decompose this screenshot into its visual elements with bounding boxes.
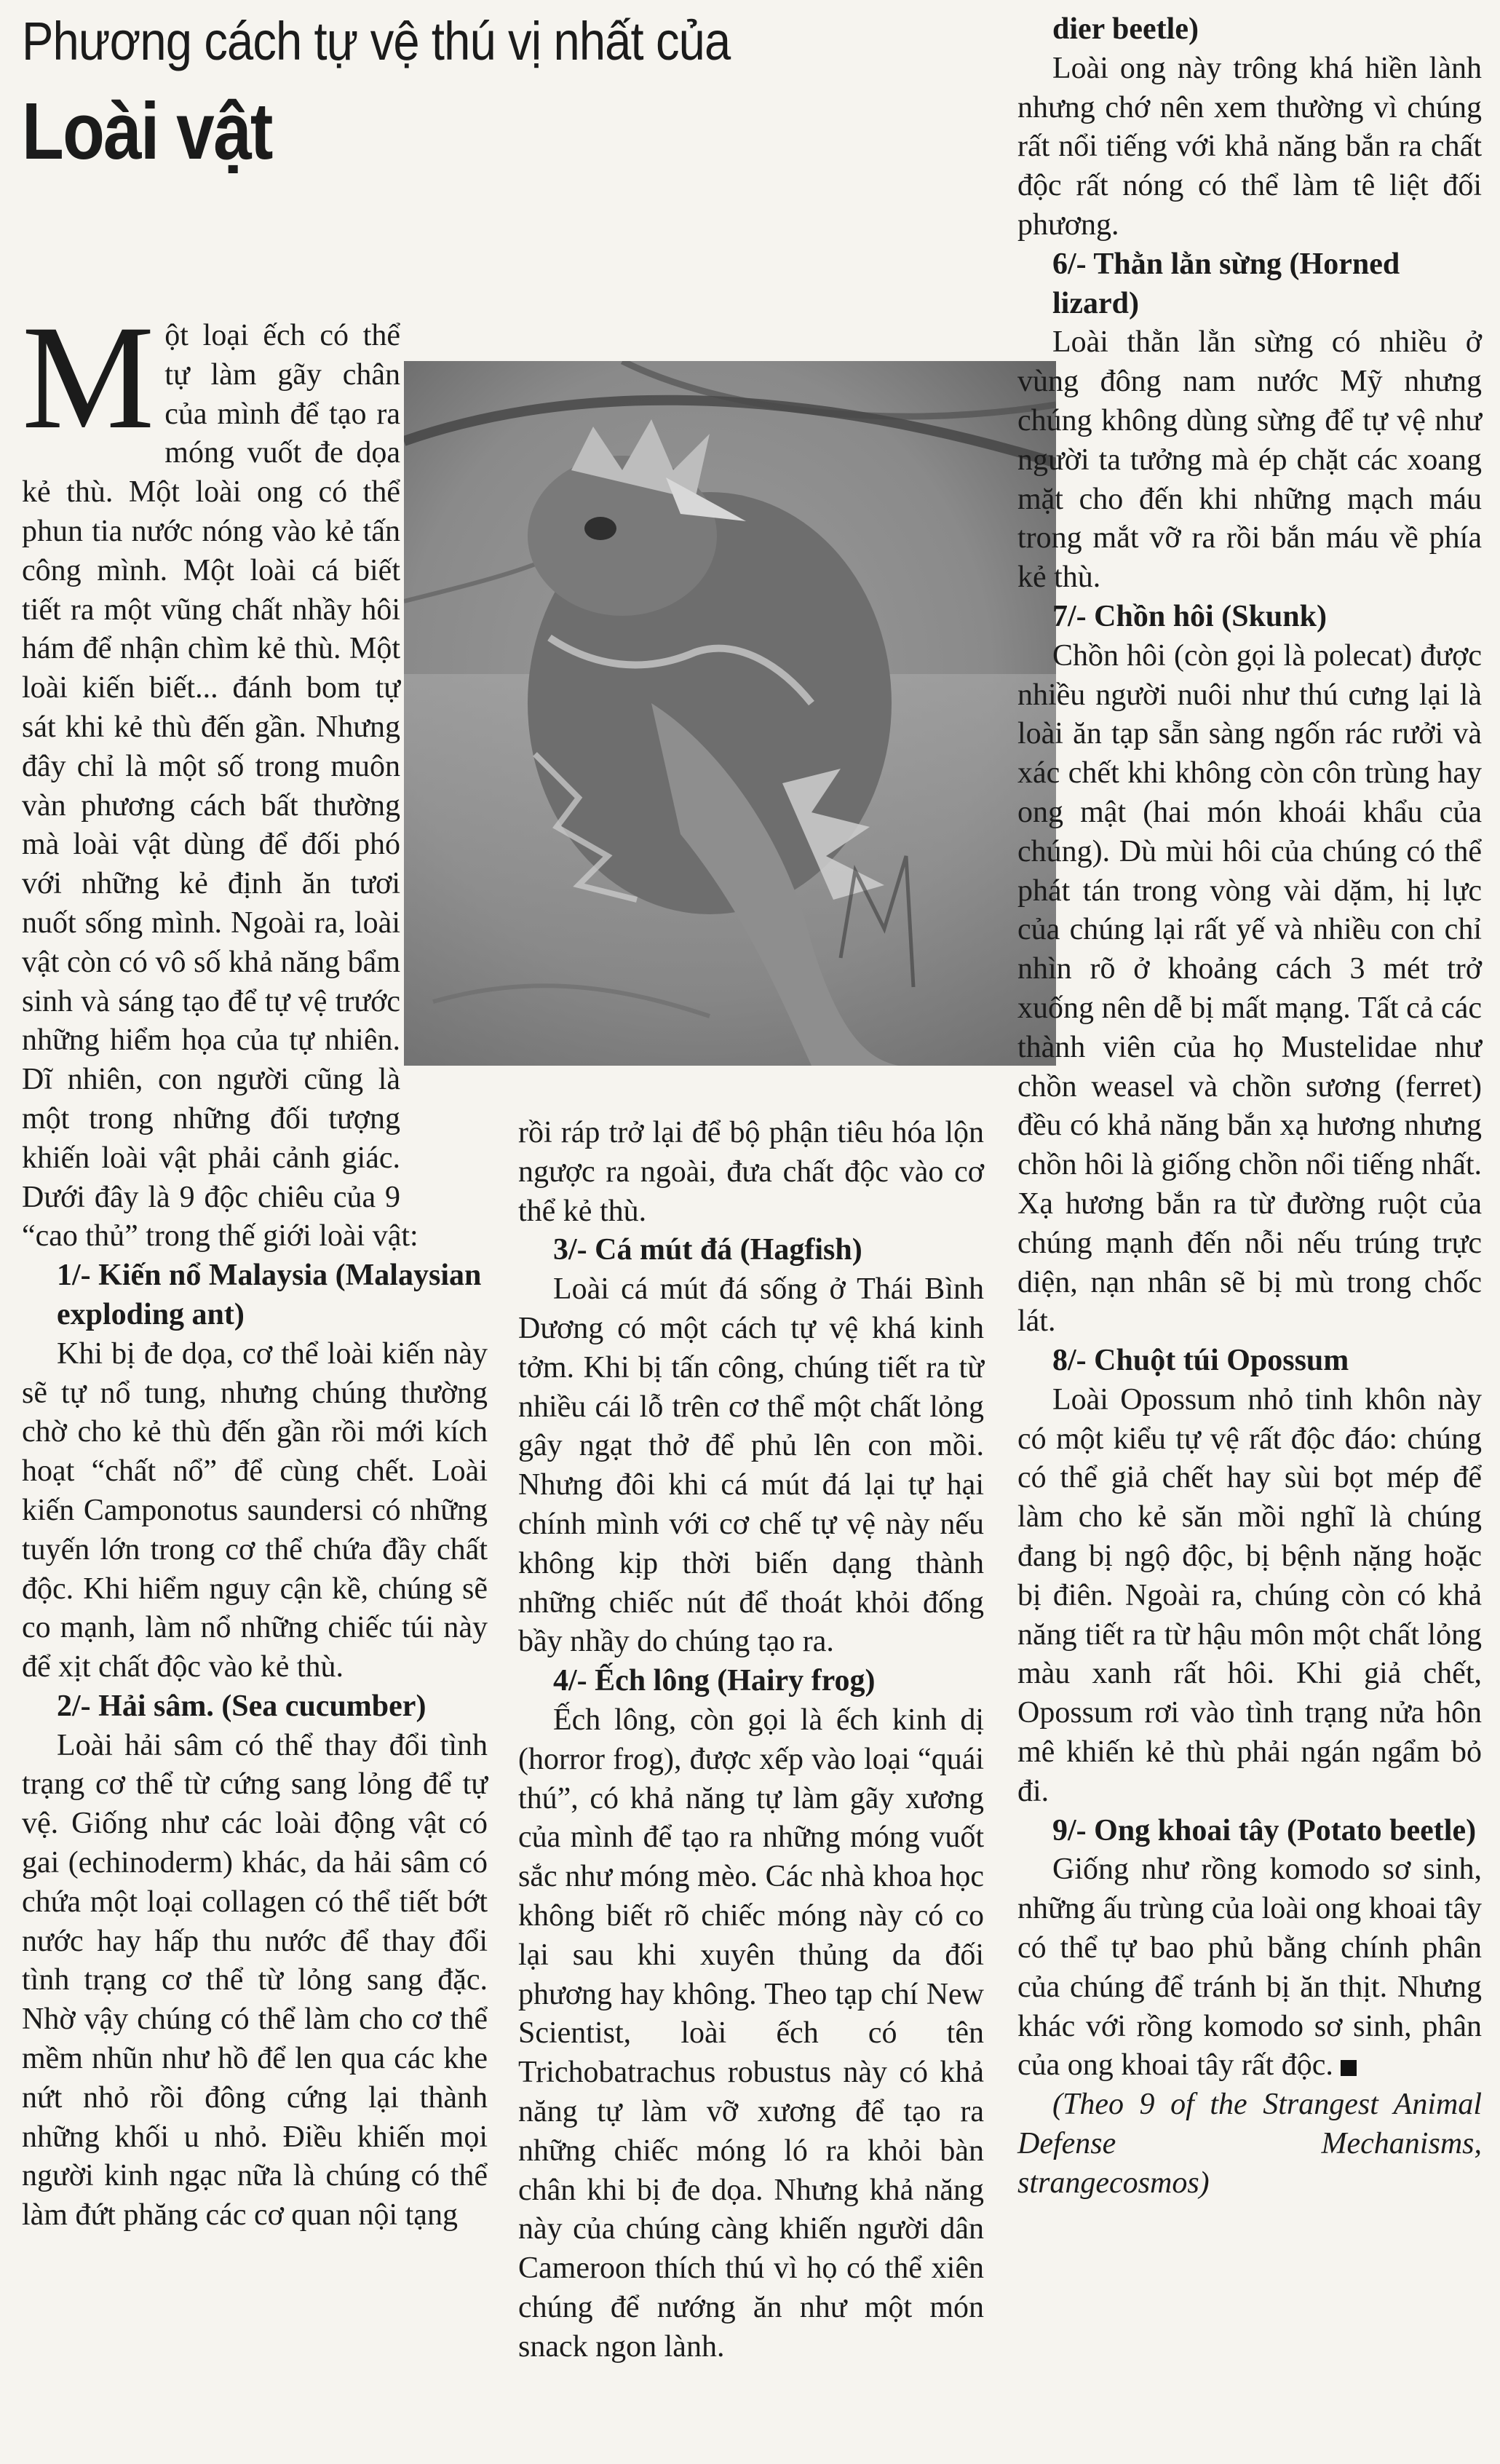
section-7-heading: 7/- Chồn hôi (Skunk): [1052, 599, 1327, 633]
section-2-continued: rồi ráp trở lại để bộ phận tiêu hóa lộn ngược ra ngoài, đưa chất độc vào cơ thể kẻ thù.: [518, 1116, 984, 1228]
section-9-heading: 9/- Ong khoai tây (Potato beetle): [1052, 1813, 1477, 1847]
drop-cap: M: [22, 295, 155, 460]
section-1-text: Khi bị đe dọa, cơ thể loài kiến này sẽ tự nổ tung, nhưng chúng thường chờ cho kẻ thù đến gần rồi mới kích hoạt “chất nổ” để cùng chết. Loài kiến Camponotus saundersi có những tuyến lớn trong cơ thể chứa đầy chất độc. Khi hiểm nguy cận kề, chúng sẽ co mạnh, làm nổ những chiếc túi này để xịt chất độc vào kẻ thù.: [22, 1336, 488, 1684]
source-credit: (Theo 9 of the Strangest Animal Defense Mechanisms, strangecosmos): [1017, 2088, 1482, 2200]
section-6-text: Loài thằn lằn sừng có nhiều ở vùng đông nam nước Mỹ nhưng chúng không dùng sừng để tự vệ như người ta tưởng mà ép chặt các xoang mặt cho đến khi những mạch máu trong mắt vỡ ra rồi bắn máu về phía kẻ thù.: [1017, 325, 1482, 595]
section-8-heading: 8/- Chuột túi Opossum: [1052, 1344, 1349, 1378]
article-header: [22, 10, 1012, 178]
column-1: [22, 295, 488, 2235]
article-title: Loài vật: [22, 87, 272, 176]
section-2-heading: 2/- Hải sâm. (Sea cucumber): [57, 1689, 426, 1723]
section-5-heading: dier beetle): [1052, 12, 1199, 46]
article-kicker: Phương cách tự vệ thú vị nhất của: [22, 11, 731, 71]
intro-paragraph: ột loại ếch có thể tự làm gãy chân của mình để tạo ra móng vuốt đe dọa kẻ thù. Một loài ong có thể phun tia nước nóng vào kẻ tấn công mình. Một loài cá biết tiết ra một vũng chất nhầy hôi hám để nhận chìm kẻ thù. Một loài kiến biết... đánh bom tự sát khi kẻ thù đến gần. Nhưng đây chỉ là một số trong muôn vàn phương cách bất thường mà loài vật dùng để đối phó với những kẻ định ăn tươi nuốt sống mình. Ngoài ra, loài vật còn có vô số khả năng bẩm sinh và sáng tạo để tự vệ trước những hiểm họa của tự nhiên. Dĩ nhiên, con người cũng là một trong những đối tượng khiến loài vật phải cảnh giác. Dưới đây là 9 độc chiêu của 9 “cao thủ” trong thế giới loài vật:: [22, 319, 418, 1253]
section-5-text: Loài ong này trông khá hiền lành nhưng chớ nên xem thường vì chúng rất nổi tiếng với khả năng bắn ra chất độc rất nóng có thể làm tê liệt đối phương.: [1017, 51, 1482, 242]
column-2: [518, 1114, 984, 2367]
section-3-text: Loài cá mút đá sống ở Thái Bình Dương có một cách tự vệ khá kinh tởm. Khi bị tấn công, chúng tiết ra từ nhiều cái lỗ trên cơ thể một chất lỏng gây ngạt thở để phủ lên con mồi. Nhưng đôi khi cá mút đá lại tự hại chính mình với cơ chế tự vệ này nếu không kịp thời biến dạng thành những chiếc nút để thoát khỏi đống bầy nhầy do chúng tạo ra.: [518, 1272, 984, 1659]
intro: [22, 295, 488, 1256]
section-7-text: Chồn hôi (còn gọi là polecat) được nhiều người nuôi như thú cưng lại là loài ăn tạp sẵn sàng ngốn rác rưởi và xác chết khi không còn côn trùng hay ong mật (hai món khoái khẩu của chúng). Dù mùi hôi của chúng có thể phát tán trong vòng vài dặm, hị lực của chúng lại rất yế và nhiều con chỉ nhìn rõ ở khoảng cách 3 mét trở xuống nên dễ bị mất mạng. Tất cả các thành viên của họ Mustelidae như chồn weasel và chồn sương (ferret) đều có khả năng bắn xạ hương nhưng chồn hôi là giống chồn nổi tiếng nhất. Xạ hương bắn ra từ đường ruột của chúng mạnh đến nỗi nếu trúng trực diện, nạn nhân sẽ bị mù trong chốc lát.: [1017, 638, 1482, 1339]
section-2-text: Loài hải sâm có thể thay đổi tình trạng cơ thể từ cứng sang lỏng để tự vệ. Giống như các loài động vật có gai (echinoderm) khác, da hải sâm có chứa một loại collagen có thể tiết bớt nước hay hấp thu nước để thay đổi tình trạng cơ thể từ lỏng sang đặc. Nhờ vậy chúng có thể làm cho cơ thể mềm nhũn như hồ để len qua các khe nứt nhỏ rồi đông cứng lại thành những khối u nhỏ. Điều khiến mọi người kinh ngạc nữa là chúng có thể làm đứt phăng các cơ quan nội tạng: [22, 1728, 488, 2233]
end-mark-icon: [1341, 2060, 1357, 2076]
section-1-heading: 1/- Kiến nổ Malaysia (Malaysian exploding ant): [57, 1259, 482, 1331]
section-4-text: Ếch lông, còn gọi là ếch kinh dị (horror frog), được xếp vào loại “quái thú”, có khả năng tự làm gãy xương của mình để tạo ra những móng vuốt sắc như móng mèo. Các nhà khoa học không biết rõ chiếc móng này có co lại sau khi xuyên thủng da đối phương hay không. Theo tạp chí New Scientist, loài ếch có tên Trichobatrachus robustus này có khả năng tự làm vỡ xương để tạo ra những chiếc móng ló ra khỏi bàn chân khi bị đe dọa. Nhưng khả năng này của chúng càng khiến người dân Cameroon thích thú vì họ có thể xiên chúng để nướng ăn như một món snack ngon lành.: [518, 1703, 984, 2364]
section-3-heading: 3/- Cá mút đá (Hagfish): [553, 1233, 862, 1267]
section-9-text: [1017, 1850, 1482, 2085]
horned-lizard-image: [404, 361, 1056, 1066]
column-3: [1017, 10, 1482, 2203]
section-9-body: Giống như rồng komodo sơ sinh, những ấu trùng của loài ong khoai tây có thể tự bao phủ bằng chính phân của chúng để tránh bị ăn thịt. Nhưng khác với rồng komodo sơ sinh, phân của ong khoai tây rất độc.: [1017, 1853, 1482, 2083]
section-6-heading: 6/- Thằn lằn sừng (Horned lizard): [1052, 247, 1400, 320]
section-4-heading: 4/- Ếch lông (Hairy frog): [553, 1664, 876, 1698]
photo-wrap-spacer: [400, 317, 488, 1183]
horned-lizard-photo: [404, 361, 1056, 1066]
section-8-text: Loài Opossum nhỏ tinh khôn này có một kiểu tự vệ rất độc đáo: chúng có thể giả chết hay sùi bọt mép để làm cho kẻ săn mồi nghĩ là chúng đang bị ngộ độc, bị bệnh nặng hoặc bị điên. Ngoài ra, chúng còn có khả năng tiết ra từ hậu môn một chất lỏng màu xanh rất hôi. Khi giả chết, Opossum rơi vào tình trạng nửa hôn mê khiến kẻ thù phải ngán ngẩm bỏ đi.: [1017, 1382, 1482, 1808]
